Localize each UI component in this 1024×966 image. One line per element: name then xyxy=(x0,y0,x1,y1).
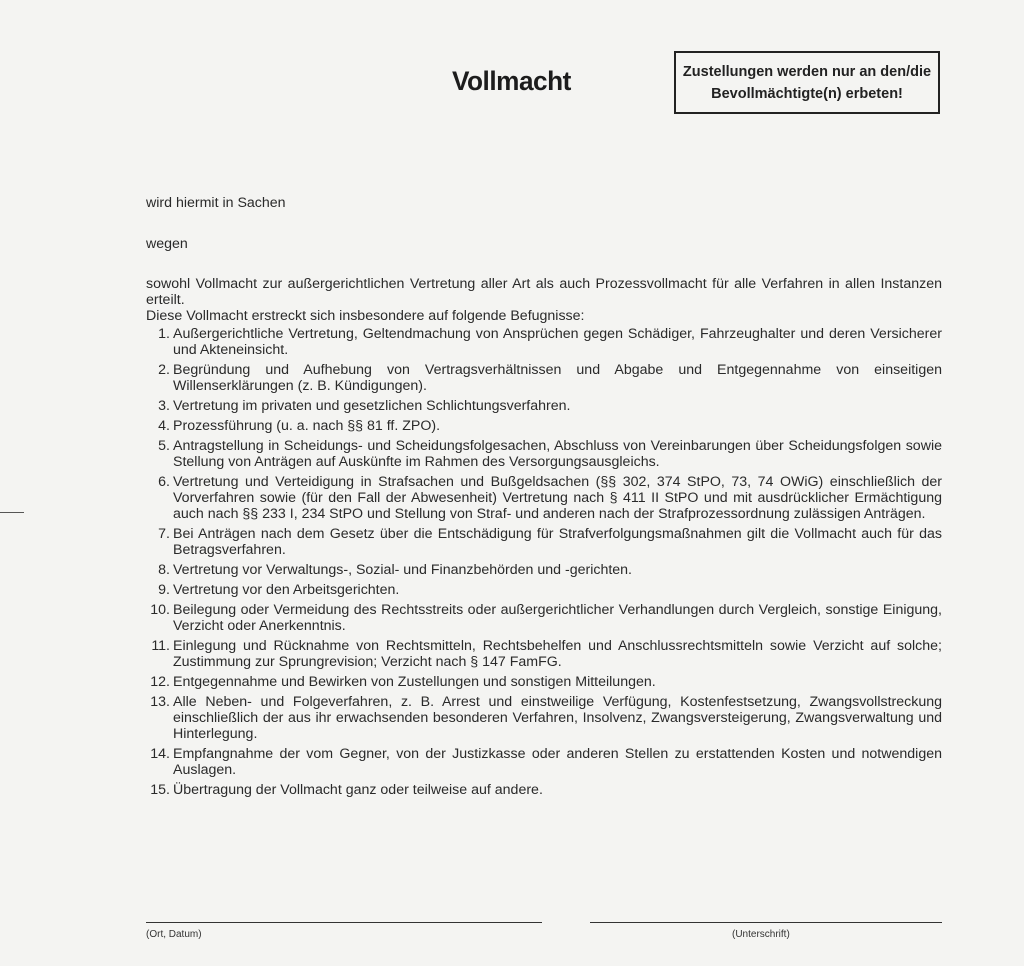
power-number: 5. xyxy=(158,438,170,454)
power-item xyxy=(146,638,942,670)
power-item xyxy=(146,326,942,358)
power-text: Vertretung im privaten und gesetzlichen Schlichtungsverfahren. xyxy=(173,398,571,414)
signature-line[interactable] xyxy=(590,922,942,923)
power-item xyxy=(146,362,942,394)
power-number: 13. xyxy=(150,694,170,710)
power-item xyxy=(146,694,942,742)
power-item xyxy=(146,398,942,414)
power-item xyxy=(146,526,942,558)
power-text: Entgegennahme und Bewirken von Zustellungen und sonstigen Mitteilungen. xyxy=(173,674,656,690)
power-text: Vertretung vor den Arbeitsgerichten. xyxy=(173,582,400,598)
notice-line-2: Bevollmächtigte(n) erbeten! xyxy=(711,85,903,102)
power-text: Einlegung und Rücknahme von Rechtsmitteln, Rechtsbehelfen und Anschlussrechtsmitteln sowie Verzicht auf solche; Zustimmung zur Sprungrevision; Verzicht nach § 147 FamFG. xyxy=(173,638,942,670)
power-text: Außergerichtliche Vertretung, Geltendmachung von Ansprüchen gegen Schädiger, Fahrzeughalter und deren Versicherer und Akteneinsicht. xyxy=(173,326,942,358)
power-item xyxy=(146,782,942,798)
power-number: 11. xyxy=(151,638,170,654)
power-number: 10. xyxy=(150,602,170,618)
power-number: 7. xyxy=(158,526,170,542)
power-number: 14. xyxy=(150,746,170,762)
power-text: Vertretung vor Verwaltungs-, Sozial- und Finanzbehörden und -gerichten. xyxy=(173,562,633,578)
power-text: Begründung und Aufhebung von Vertragsverhältnissen und Abgabe und Entgegennahme von einseitigen Willenserklärungen (z. B. Kündigungen). xyxy=(173,362,942,394)
notice-line-1: Zustellungen werden nur an den/die xyxy=(682,63,932,80)
power-item xyxy=(146,438,942,470)
power-number: 3. xyxy=(158,398,170,414)
document-body xyxy=(146,276,942,802)
signature-label: (Unterschrift) xyxy=(732,929,790,940)
power-number: 9. xyxy=(158,582,170,598)
power-number: 4. xyxy=(158,418,170,434)
power-number: 2. xyxy=(158,362,170,378)
power-item xyxy=(146,602,942,634)
document-title: Vollmacht xyxy=(452,66,571,96)
scope-paragraph: Diese Vollmacht erstreckt sich insbesondere auf folgende Befugnisse: xyxy=(146,308,585,324)
power-item xyxy=(146,746,942,778)
power-number: 15. xyxy=(150,782,170,798)
power-text: Bei Anträgen nach dem Gesetz über die Entschädigung für Strafverfolgungsmaßnahmen gilt die Vollmacht auch für das Betragsverfahren. xyxy=(173,526,942,558)
power-item xyxy=(146,474,942,522)
power-number: 8. xyxy=(158,562,170,578)
regarding-label: wegen xyxy=(146,236,188,252)
fold-mark xyxy=(0,512,24,513)
power-text: Prozessführung (u. a. nach §§ 81 ff. ZPO). xyxy=(173,418,441,434)
delivery-notice-box xyxy=(674,51,940,114)
powers-list xyxy=(146,326,942,798)
power-text: Beilegung oder Vermeidung des Rechtsstreits oder außergerichtlicher Verhandlungen durch Vergleich, sonstige Einigung, Verzicht oder Anerkenntnis. xyxy=(173,602,942,634)
power-item xyxy=(146,674,942,690)
intro-paragraph: sowohl Vollmacht zur außergerichtlichen Vertretung aller Art als auch Prozessvollmacht für alle Verfahren in allen Instanzen erteilt. xyxy=(146,276,942,308)
power-item xyxy=(146,582,942,598)
power-text: Antragstellung in Scheidungs- und Scheidungsfolgesachen, Abschluss von Vereinbarungen über Scheidungsfolgen sowie Stellung von Anträgen auf Auskünfte im Rahmen des Versorgungsausgleichs. xyxy=(173,438,942,470)
power-item xyxy=(146,562,942,578)
power-text: Vertretung und Verteidigung in Strafsachen und Bußgeldsachen (§§ 302, 374 StPO, 73, 74 OWiG) einschließlich der Vorverfahren sowie (für den Fall der Abwesenheit) Vertretung nach § 411 II StPO und mit ausdrücklicher Ermächtigung auch nach §§ 233 I, 234 StPO und Stellung von Straf- und anderen nach der Strafprozessordnung zulässigen Anträgen. xyxy=(173,474,942,522)
place-date-label: (Ort, Datum) xyxy=(146,929,202,940)
power-item xyxy=(146,418,942,434)
power-text: Empfangnahme der vom Gegner, von der Justizkasse oder anderen Stellen zu erstattenden Kosten und notwendigen Auslagen. xyxy=(173,746,942,778)
power-number: 6. xyxy=(158,474,170,490)
power-number: 12. xyxy=(150,674,170,690)
place-date-line[interactable] xyxy=(146,922,542,923)
power-number: 1. xyxy=(158,326,170,342)
power-text: Alle Neben- und Folgeverfahren, z. B. Arrest und einstweilige Verfügung, Kostenfestsetzung, Zwangsvollstreckung einschließlich der aus ihr erwachsenden besonderen Verfahren, Insolvenz, Zwangsversteigerung, Zwangsverwaltung und Hinterlegung. xyxy=(173,694,942,742)
power-text: Übertragung der Vollmacht ganz oder teilweise auf andere. xyxy=(173,782,543,798)
in-matters-label: wird hiermit in Sachen xyxy=(146,195,286,211)
